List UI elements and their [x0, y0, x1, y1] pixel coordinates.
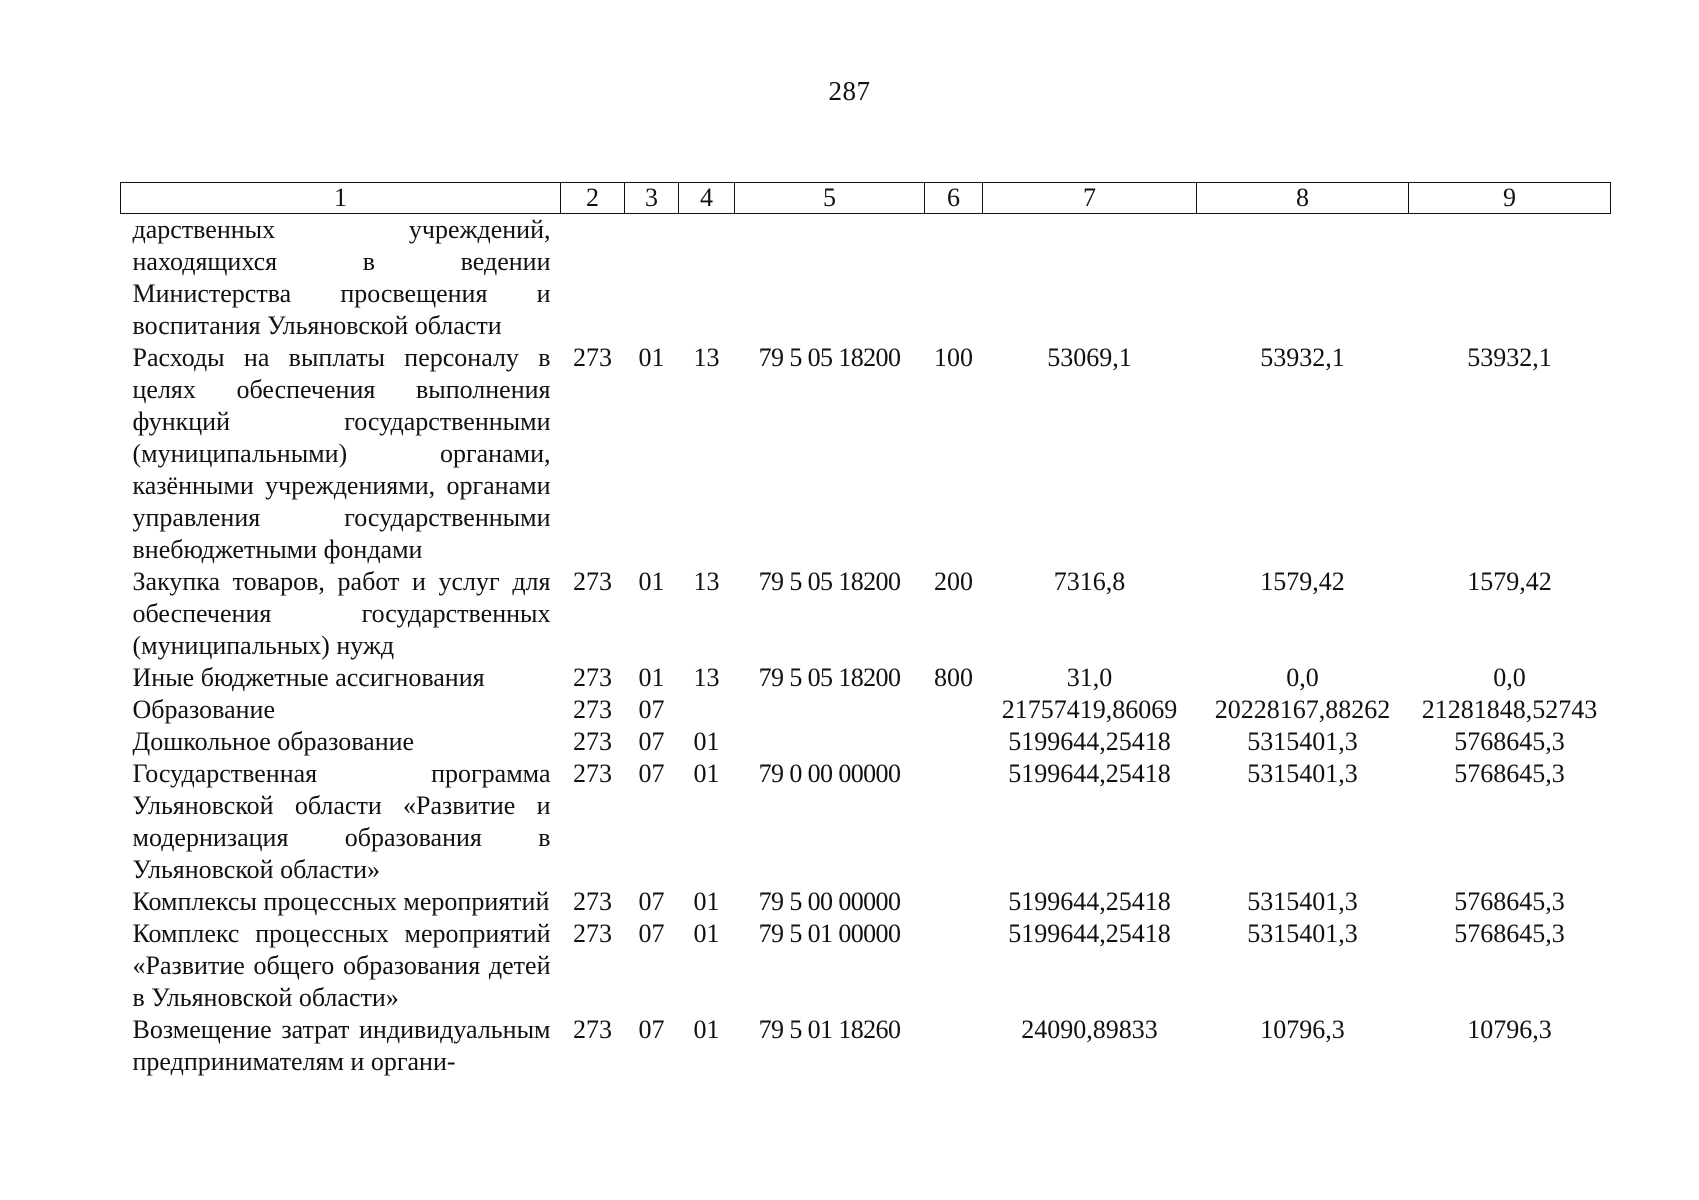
- header-cell: 8: [1197, 183, 1409, 214]
- cell-col5: 79 5 00 00000: [758, 887, 901, 916]
- table-row: [121, 662, 1611, 694]
- row-description: Дошкольное образование: [132, 727, 415, 756]
- table-row: [121, 918, 1611, 1014]
- cell-col5: [735, 726, 925, 758]
- cell-col3: 07: [638, 695, 665, 724]
- cell-col3: 01: [638, 343, 665, 372]
- cell-col8: [1197, 214, 1409, 343]
- cell-col3: 01: [638, 663, 665, 692]
- cell-col5: [735, 694, 925, 726]
- table-row: [121, 758, 1611, 886]
- cell-col7: 5199644,25418: [1008, 727, 1171, 756]
- cell-col2: 273: [573, 887, 612, 916]
- cell-col3: 07: [638, 1015, 665, 1044]
- cell-col7: [983, 214, 1197, 343]
- row-description: Образование: [132, 695, 276, 724]
- cell-col9: 21281848,52743: [1421, 695, 1598, 724]
- header-cell: 4: [679, 183, 735, 214]
- row-description: Иные бюджетные ассигнования: [132, 663, 485, 692]
- cell-col6: [925, 726, 983, 758]
- cell-col3: 07: [638, 727, 665, 756]
- cell-col9: 5768645,3: [1454, 727, 1565, 756]
- header-cell: 6: [925, 183, 983, 214]
- cell-col4: 13: [693, 663, 720, 692]
- cell-col6: [925, 1014, 983, 1078]
- header-cell: 9: [1409, 183, 1611, 214]
- header-cell: 2: [561, 183, 625, 214]
- table-row: [121, 566, 1611, 662]
- cell-col7: 5199644,25418: [1008, 887, 1171, 916]
- cell-col9: [1409, 214, 1611, 343]
- cell-col4: 01: [693, 887, 720, 916]
- cell-col7: 5199644,25418: [1008, 919, 1171, 948]
- cell-col2: 273: [573, 727, 612, 756]
- cell-col8: 1579,42: [1260, 567, 1345, 596]
- cell-col7: 5199644,25418: [1008, 759, 1171, 788]
- cell-col9: 0,0: [1493, 663, 1526, 692]
- cell-col6: [925, 214, 983, 343]
- cell-col8: 5315401,3: [1247, 919, 1358, 948]
- cell-col2: 273: [573, 759, 612, 788]
- cell-col9: 5768645,3: [1454, 919, 1565, 948]
- header-cell: 1: [121, 183, 561, 214]
- header-row: [121, 183, 1611, 214]
- table-row: [121, 214, 1611, 343]
- cell-col7: 24090,89833: [1021, 1015, 1158, 1044]
- table-row: [121, 726, 1611, 758]
- row-description: Комплекс процессных мероприятий «Развитие общего образования детей в Ульяновской области»: [132, 919, 551, 1012]
- cell-col6: 100: [934, 343, 973, 372]
- cell-col4: [679, 694, 735, 726]
- cell-col8: 5315401,3: [1247, 759, 1358, 788]
- cell-col3: 07: [638, 759, 665, 788]
- cell-col2: 273: [573, 1015, 612, 1044]
- cell-col5: 79 5 01 00000: [758, 919, 901, 948]
- cell-col8: 5315401,3: [1247, 727, 1358, 756]
- table-row: [121, 1014, 1611, 1078]
- cell-col7: 53069,1: [1047, 343, 1132, 372]
- cell-col9: 10796,3: [1467, 1015, 1552, 1044]
- cell-col2: 273: [573, 567, 612, 596]
- cell-col7: 21757419,86069: [1001, 695, 1178, 724]
- cell-col4: 13: [693, 343, 720, 372]
- cell-col9: 5768645,3: [1454, 887, 1565, 916]
- cell-col3: [625, 214, 679, 343]
- cell-col5: 79 0 00 00000: [758, 759, 901, 788]
- cell-col2: 273: [573, 663, 612, 692]
- header-cell: 7: [983, 183, 1197, 214]
- cell-col2: 273: [573, 695, 612, 724]
- cell-col9: 53932,1: [1467, 343, 1552, 372]
- cell-col5: 79 5 05 18200: [758, 567, 901, 596]
- cell-col8: 53932,1: [1260, 343, 1345, 372]
- cell-col2: 273: [573, 919, 612, 948]
- header-cell: 3: [625, 183, 679, 214]
- cell-col4: 01: [693, 1015, 720, 1044]
- cell-col7: 7316,8: [1053, 567, 1126, 596]
- row-description: Государственная программа Ульяновской области «Развитие и модернизация образования в Ульяновской области»: [132, 759, 551, 884]
- row-description: дарственных учреждений, находящихся в ведении Министерства просвещения и воспитания Ульяновской области: [132, 215, 551, 340]
- table-row: [121, 886, 1611, 918]
- cell-col5: 79 5 05 18200: [758, 663, 901, 692]
- cell-col5: [735, 214, 925, 343]
- cell-col6: [925, 758, 983, 886]
- table-row: [121, 694, 1611, 726]
- cell-col9: 5768645,3: [1454, 759, 1565, 788]
- cell-col7: 31,0: [1066, 663, 1113, 692]
- cell-col4: 01: [693, 727, 720, 756]
- table-row: [121, 342, 1611, 566]
- cell-col6: [925, 886, 983, 918]
- page-number: 287: [828, 76, 871, 106]
- row-description: Комплексы процессных мероприятий: [132, 887, 550, 916]
- cell-col6: [925, 694, 983, 726]
- cell-col6: [925, 918, 983, 1014]
- cell-col9: 1579,42: [1467, 567, 1552, 596]
- cell-col4: 13: [693, 567, 720, 596]
- cell-col8: 20228167,88262: [1214, 695, 1391, 724]
- cell-col8: 0,0: [1286, 663, 1319, 692]
- cell-col5: 79 5 05 18200: [758, 343, 901, 372]
- cell-col8: 5315401,3: [1247, 887, 1358, 916]
- cell-col4: 01: [693, 919, 720, 948]
- cell-col3: 01: [638, 567, 665, 596]
- cell-col5: 79 5 01 18260: [758, 1015, 901, 1044]
- cell-col3: 07: [638, 887, 665, 916]
- row-description: Расходы на выплаты персоналу в целях обеспечения выполнения функций государственными (муниципальными) органами, казёнными учреждениями, органами управления государственными внебюджетными фондами: [132, 343, 551, 564]
- cell-col3: 07: [638, 919, 665, 948]
- cell-col2: [561, 214, 625, 343]
- header-cell: 5: [735, 183, 925, 214]
- cell-col2: 273: [573, 343, 612, 372]
- budget-table: [120, 182, 1611, 1078]
- cell-col6: 800: [934, 663, 973, 692]
- cell-col6: 200: [934, 567, 973, 596]
- row-description: Возмещение затрат индивидуальным предпринимателям и органи-: [132, 1015, 551, 1076]
- cell-col8: 10796,3: [1260, 1015, 1345, 1044]
- row-description: Закупка товаров, работ и услуг для обеспечения государственных (муниципальных) нужд: [132, 567, 551, 660]
- cell-col4: 01: [693, 759, 720, 788]
- cell-col4: [679, 214, 735, 343]
